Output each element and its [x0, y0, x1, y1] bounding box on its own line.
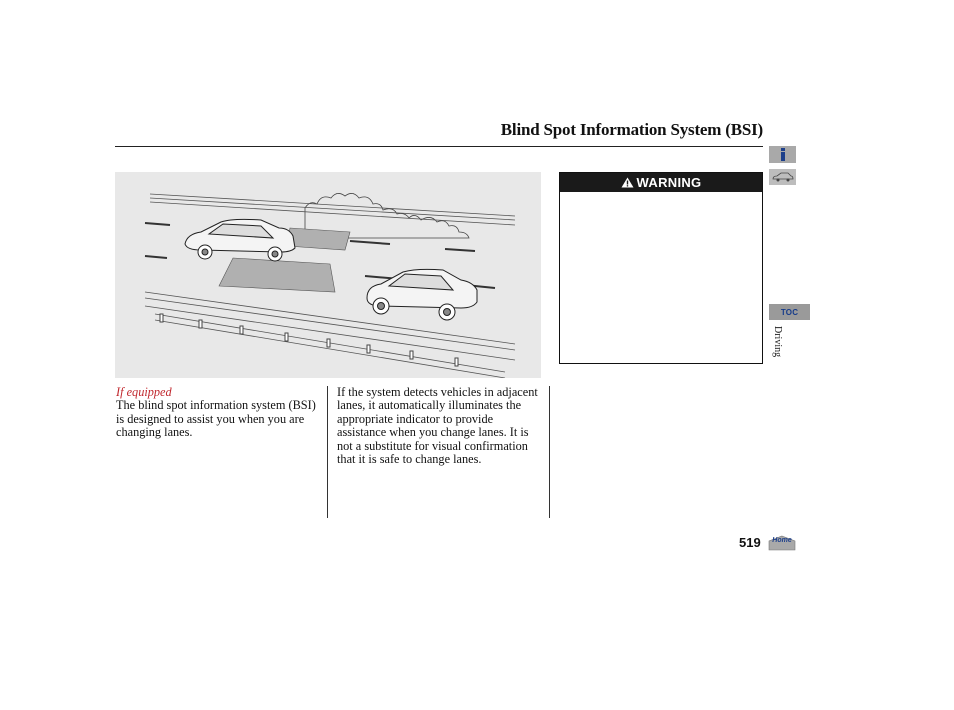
- home-label: Home: [772, 537, 792, 544]
- toc-tab[interactable]: TOC: [769, 304, 810, 320]
- intro-paragraph: The blind spot information system (BSI) is designed to assist you when you are changing lanes.: [116, 398, 316, 440]
- warning-box: [559, 172, 763, 364]
- info-tab[interactable]: [769, 146, 796, 163]
- detail-column: [337, 386, 542, 466]
- car-tab[interactable]: [769, 169, 796, 185]
- page-number: 519: [739, 535, 761, 550]
- detection-zone-right: [219, 258, 335, 292]
- detection-zone-left: [287, 228, 350, 250]
- column-divider-1: [327, 386, 328, 518]
- bsi-illustration-svg: [115, 172, 541, 378]
- section-label-driving[interactable]: Driving: [772, 326, 783, 358]
- warning-triangle-icon: [621, 177, 634, 188]
- guardrail-posts: [160, 314, 458, 366]
- warning-header: [560, 173, 762, 192]
- ego-car: [185, 219, 295, 261]
- info-icon: [779, 148, 787, 161]
- page-title: Blind Spot Information System (BSI): [500, 120, 763, 139]
- title-divider: [115, 146, 763, 147]
- bsi-illustration: [115, 172, 541, 378]
- car-icon: [772, 172, 794, 182]
- detail-paragraph: If the system detects vehicles in adjacent lanes, it automatically illuminates the appropriate indicator to provide assistance when you change lanes. It is not a substitute for visual confirmation that it is safe to change lanes.: [337, 385, 538, 467]
- home-button[interactable]: [768, 535, 796, 551]
- intro-column: [116, 386, 321, 440]
- column-divider-2: [549, 386, 550, 518]
- warning-label: WARNING: [636, 175, 702, 190]
- if-equipped-note: If equipped: [116, 385, 172, 399]
